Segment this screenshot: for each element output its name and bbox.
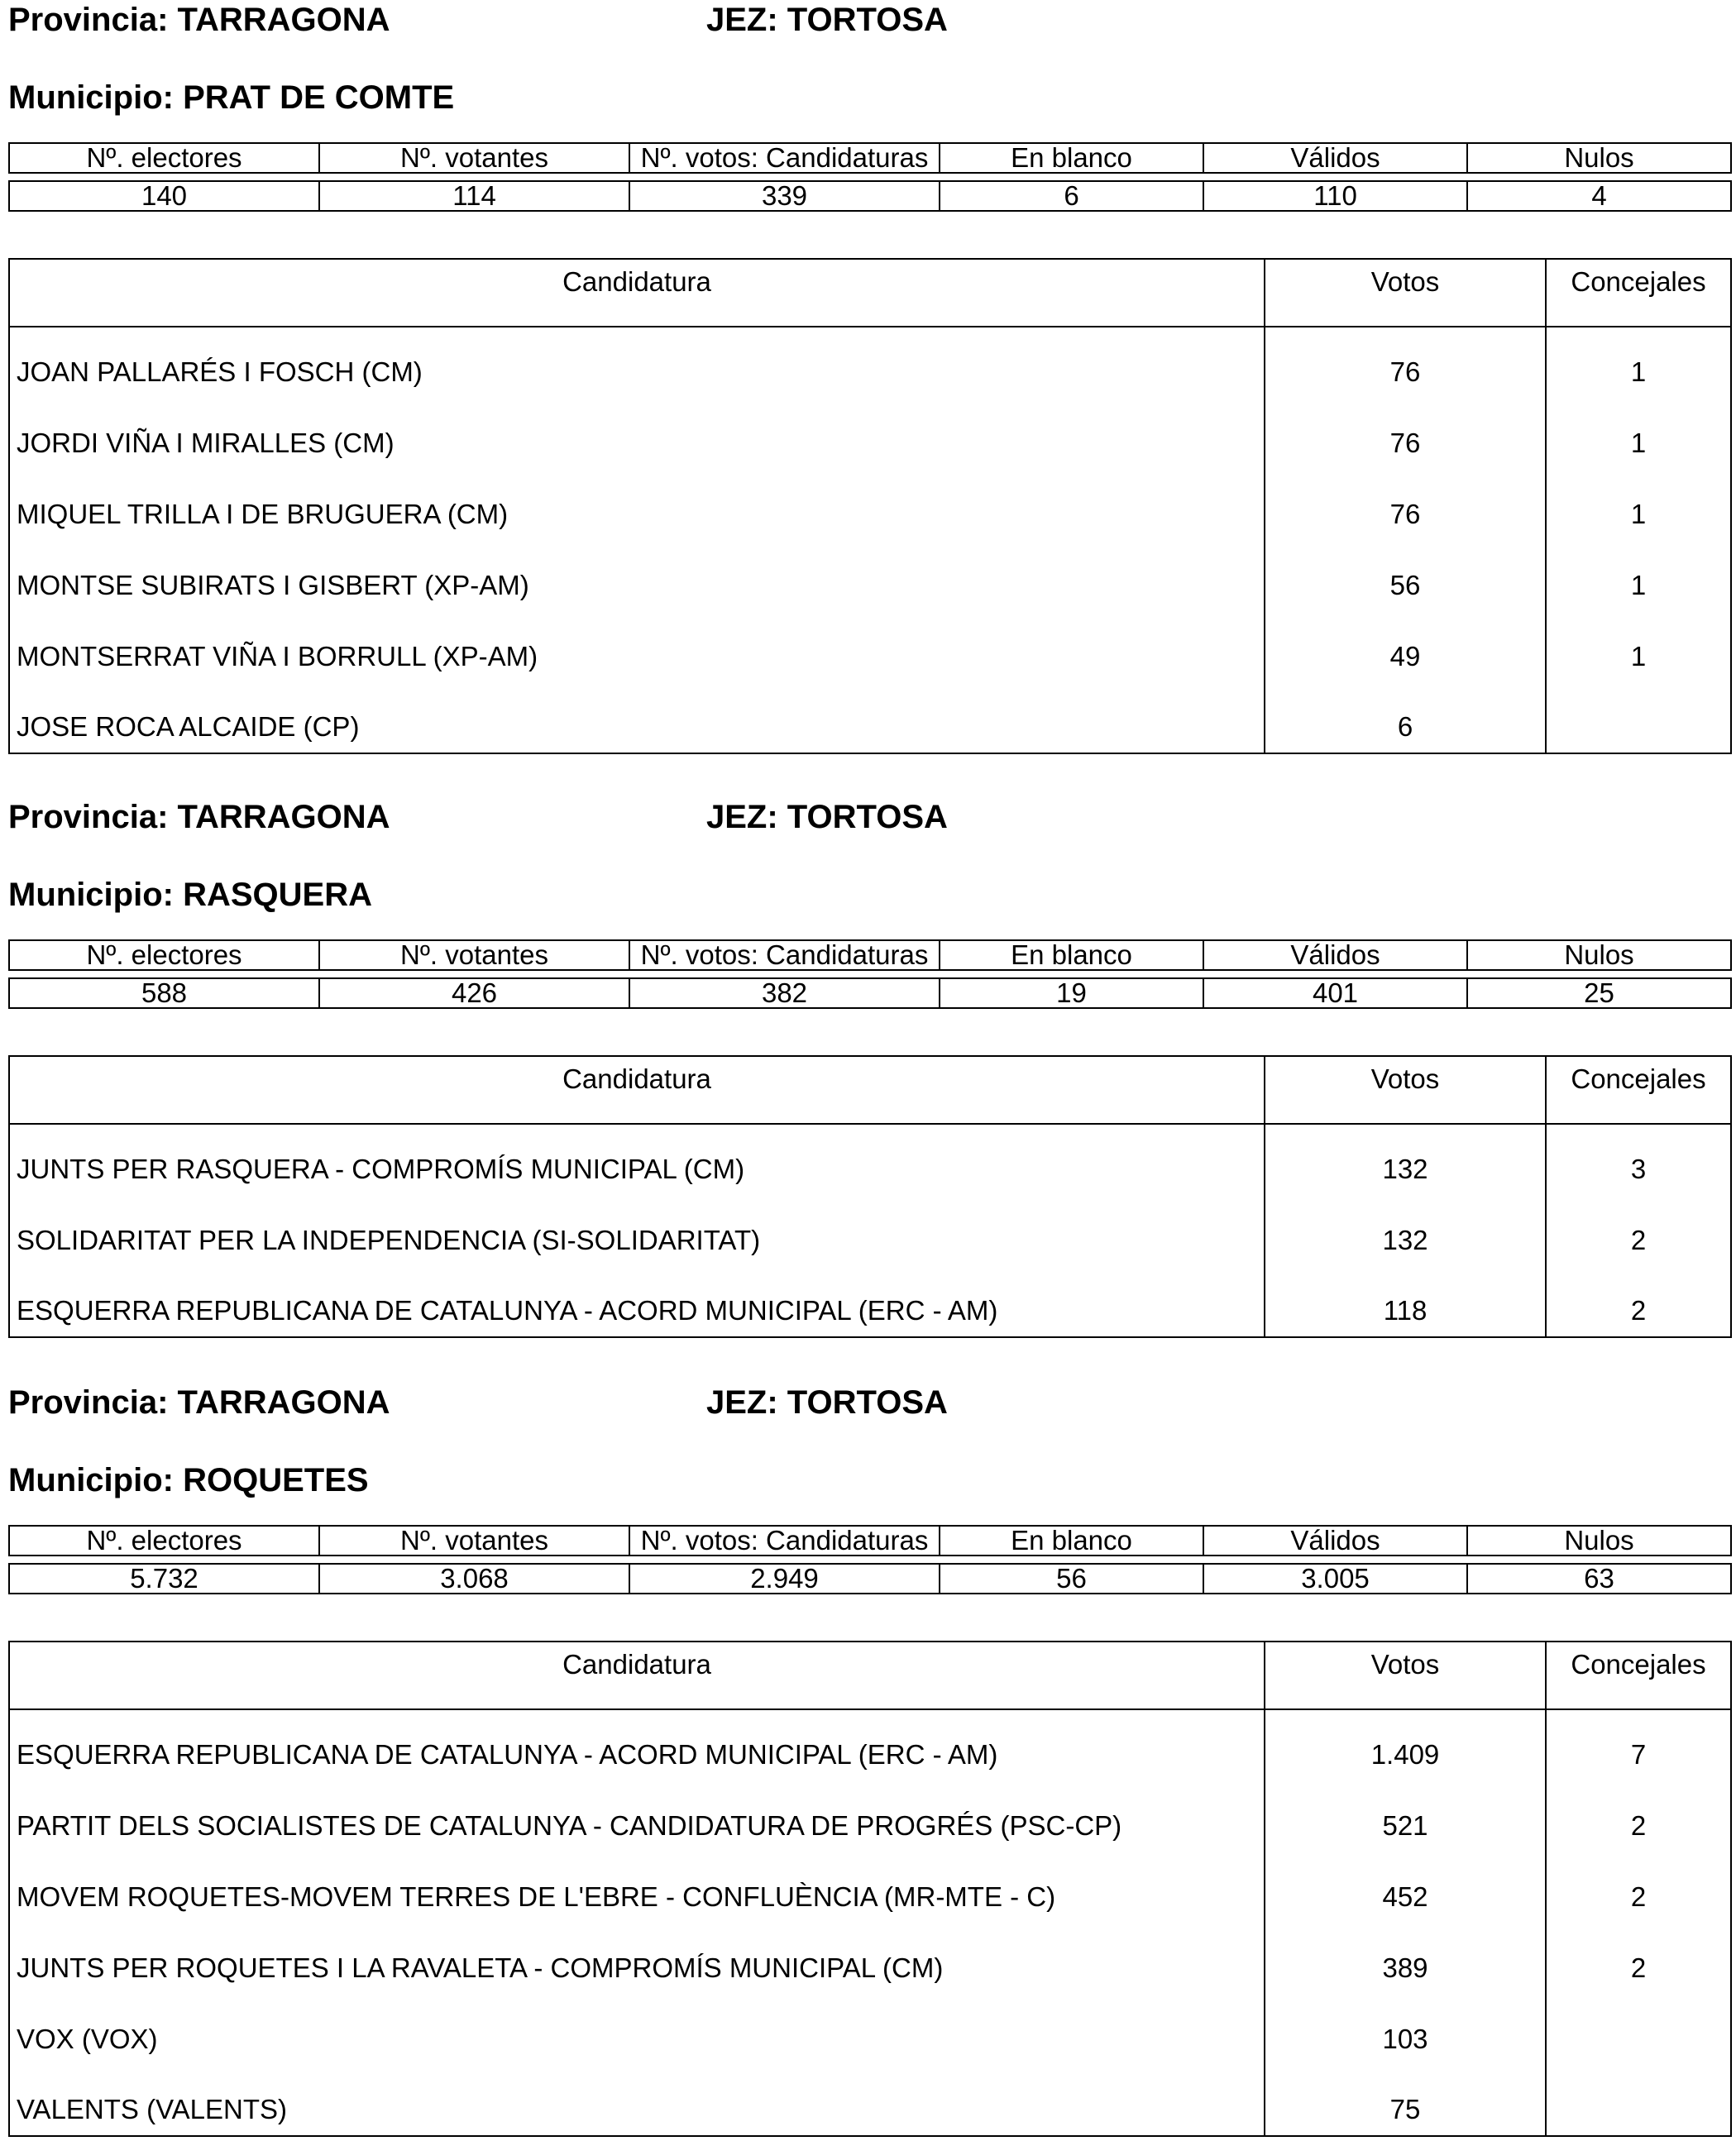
summary-table xyxy=(8,939,1732,1009)
candidate-name: JOAN PALLARÉS I FOSCH (CM) xyxy=(9,327,1265,398)
candidate-votos: 76 xyxy=(1265,327,1546,398)
summary-header-votantes: Nº. votantes xyxy=(319,940,629,970)
table-row xyxy=(9,327,1731,398)
candidate-name: VALENTS (VALENTS) xyxy=(9,2065,1265,2136)
provincia-heading: Provincia: TARRAGONA xyxy=(8,1384,390,1421)
summary-electores-value: 5.732 xyxy=(9,1564,319,1594)
candidate-concejales: 2 xyxy=(1546,1923,1731,1994)
jez-heading: JEZ: TORTOSA xyxy=(706,799,948,835)
candidate-votos: 56 xyxy=(1265,540,1546,611)
candidate-concejales: 1 xyxy=(1546,540,1731,611)
summary-value-row xyxy=(9,1564,1731,1594)
summary-header-en-blanco: En blanco xyxy=(940,143,1203,173)
candidates-header-row xyxy=(9,1642,1731,1709)
summary-table xyxy=(8,142,1732,212)
summary-en-blanco-value: 19 xyxy=(940,978,1203,1008)
candidate-name: ESQUERRA REPUBLICANA DE CATALUNYA - ACORD MUNICIPAL (ERC - AM) xyxy=(9,1709,1265,1780)
candidate-name: MONTSERRAT VIÑA I BORRULL (XP-AM) xyxy=(9,611,1265,682)
municipio-heading: Municipio: ROQUETES xyxy=(8,1462,369,1498)
candidate-votos: 75 xyxy=(1265,2065,1546,2136)
candidatura-header: Candidatura xyxy=(9,1642,1265,1709)
table-row xyxy=(9,2065,1731,2136)
summary-header-votantes: Nº. votantes xyxy=(319,143,629,173)
municipio-heading: Municipio: PRAT DE COMTE xyxy=(8,79,455,116)
provincia-heading: Provincia: TARRAGONA xyxy=(8,799,390,835)
candidate-name: JUNTS PER ROQUETES I LA RAVALETA - COMPROMÍS MUNICIPAL (CM) xyxy=(9,1923,1265,1994)
summary-header-electores: Nº. electores xyxy=(9,940,319,970)
summary-header-en-blanco: En blanco xyxy=(940,940,1203,970)
candidates-table xyxy=(8,1641,1732,2137)
table-row xyxy=(9,469,1731,540)
candidate-votos: 389 xyxy=(1265,1923,1546,1994)
candidate-votos: 132 xyxy=(1265,1124,1546,1195)
candidate-concejales xyxy=(1546,682,1731,753)
table-row xyxy=(9,1266,1731,1337)
summary-header-row xyxy=(9,143,1731,173)
candidate-concejales: 1 xyxy=(1546,398,1731,469)
summary-nulos-value: 25 xyxy=(1467,978,1731,1008)
summary-votantes-value: 114 xyxy=(319,181,629,211)
summary-header-validos: Válidos xyxy=(1203,940,1467,970)
summary-header-electores: Nº. electores xyxy=(9,1526,319,1556)
candidate-concejales: 2 xyxy=(1546,1780,1731,1852)
table-row xyxy=(9,1195,1731,1266)
summary-header-row xyxy=(9,1526,1731,1556)
table-row xyxy=(9,398,1731,469)
candidate-votos: 118 xyxy=(1265,1266,1546,1337)
summary-header-votos-candidaturas: Nº. votos: Candidaturas xyxy=(629,940,940,970)
candidate-votos: 132 xyxy=(1265,1195,1546,1266)
jez-heading: JEZ: TORTOSA xyxy=(706,2,948,38)
concejales-header: Concejales xyxy=(1546,1642,1731,1709)
candidate-name: MIQUEL TRILLA I DE BRUGUERA (CM) xyxy=(9,469,1265,540)
table-row xyxy=(9,1780,1731,1852)
summary-votos-candidaturas-value: 382 xyxy=(629,978,940,1008)
candidate-votos: 49 xyxy=(1265,611,1546,682)
summary-en-blanco-value: 56 xyxy=(940,1564,1203,1594)
votos-header: Votos xyxy=(1265,1642,1546,1709)
candidate-votos: 103 xyxy=(1265,1994,1546,2065)
summary-votos-candidaturas-value: 2.949 xyxy=(629,1564,940,1594)
table-row xyxy=(9,1124,1731,1195)
candidatura-header: Candidatura xyxy=(9,1056,1265,1124)
candidatura-header: Candidatura xyxy=(9,259,1265,327)
candidate-votos: 76 xyxy=(1265,469,1546,540)
candidate-votos: 6 xyxy=(1265,682,1546,753)
candidate-name: MONTSE SUBIRATS I GISBERT (XP-AM) xyxy=(9,540,1265,611)
provincia-heading: Provincia: TARRAGONA xyxy=(8,2,390,38)
candidate-votos: 76 xyxy=(1265,398,1546,469)
summary-gap xyxy=(9,173,1731,181)
candidate-concejales: 1 xyxy=(1546,469,1731,540)
candidate-votos: 1.409 xyxy=(1265,1709,1546,1780)
candidate-concejales: 1 xyxy=(1546,327,1731,398)
table-row xyxy=(9,682,1731,753)
summary-gap xyxy=(9,970,1731,978)
candidate-concejales: 1 xyxy=(1546,611,1731,682)
summary-nulos-value: 4 xyxy=(1467,181,1731,211)
candidate-name: PARTIT DELS SOCIALISTES DE CATALUNYA - CANDIDATURA DE PROGRÉS (PSC-CP) xyxy=(9,1780,1265,1852)
summary-validos-value: 110 xyxy=(1203,181,1467,211)
candidate-concejales xyxy=(1546,1994,1731,2065)
table-row xyxy=(9,1994,1731,2065)
summary-value-row xyxy=(9,978,1731,1008)
candidate-concejales: 2 xyxy=(1546,1266,1731,1337)
concejales-header: Concejales xyxy=(1546,1056,1731,1124)
candidate-name: VOX (VOX) xyxy=(9,1994,1265,2065)
candidate-concejales: 7 xyxy=(1546,1709,1731,1780)
table-row xyxy=(9,1709,1731,1780)
summary-en-blanco-value: 6 xyxy=(940,181,1203,211)
summary-header-electores: Nº. electores xyxy=(9,143,319,173)
summary-gap xyxy=(9,1556,1731,1564)
candidate-name: JORDI VIÑA I MIRALLES (CM) xyxy=(9,398,1265,469)
summary-header-nulos: Nulos xyxy=(1467,940,1731,970)
summary-value-row xyxy=(9,181,1731,211)
summary-table xyxy=(8,1525,1732,1594)
summary-header-nulos: Nulos xyxy=(1467,1526,1731,1556)
summary-header-row xyxy=(9,940,1731,970)
candidate-concejales: 2 xyxy=(1546,1852,1731,1923)
summary-header-validos: Válidos xyxy=(1203,1526,1467,1556)
summary-header-votos-candidaturas: Nº. votos: Candidaturas xyxy=(629,143,940,173)
summary-nulos-value: 63 xyxy=(1467,1564,1731,1594)
candidate-name: JOSE ROCA ALCAIDE (CP) xyxy=(9,682,1265,753)
municipio-heading: Municipio: RASQUERA xyxy=(8,877,372,913)
candidates-table xyxy=(8,1055,1732,1338)
summary-validos-value: 401 xyxy=(1203,978,1467,1008)
table-row xyxy=(9,540,1731,611)
table-row xyxy=(9,1923,1731,1994)
votos-header: Votos xyxy=(1265,1056,1546,1124)
summary-votantes-value: 3.068 xyxy=(319,1564,629,1594)
jez-heading: JEZ: TORTOSA xyxy=(706,1384,948,1421)
candidate-concejales: 3 xyxy=(1546,1124,1731,1195)
votos-header: Votos xyxy=(1265,259,1546,327)
summary-validos-value: 3.005 xyxy=(1203,1564,1467,1594)
summary-votantes-value: 426 xyxy=(319,978,629,1008)
candidate-name: ESQUERRA REPUBLICANA DE CATALUNYA - ACORD MUNICIPAL (ERC - AM) xyxy=(9,1266,1265,1337)
candidates-header-row xyxy=(9,259,1731,327)
summary-electores-value: 588 xyxy=(9,978,319,1008)
summary-header-votantes: Nº. votantes xyxy=(319,1526,629,1556)
summary-header-validos: Válidos xyxy=(1203,143,1467,173)
candidates-table xyxy=(8,258,1732,754)
candidate-concejales xyxy=(1546,2065,1731,2136)
candidate-name: JUNTS PER RASQUERA - COMPROMÍS MUNICIPAL (CM) xyxy=(9,1124,1265,1195)
table-row xyxy=(9,1852,1731,1923)
candidate-name: MOVEM ROQUETES-MOVEM TERRES DE L'EBRE - CONFLUÈNCIA (MR-MTE - C) xyxy=(9,1852,1265,1923)
summary-electores-value: 140 xyxy=(9,181,319,211)
concejales-header: Concejales xyxy=(1546,259,1731,327)
summary-header-en-blanco: En blanco xyxy=(940,1526,1203,1556)
candidate-votos: 452 xyxy=(1265,1852,1546,1923)
candidate-votos: 521 xyxy=(1265,1780,1546,1852)
candidate-name: SOLIDARITAT PER LA INDEPENDENCIA (SI-SOLIDARITAT) xyxy=(9,1195,1265,1266)
candidates-header-row xyxy=(9,1056,1731,1124)
summary-votos-candidaturas-value: 339 xyxy=(629,181,940,211)
summary-header-votos-candidaturas: Nº. votos: Candidaturas xyxy=(629,1526,940,1556)
candidate-concejales: 2 xyxy=(1546,1195,1731,1266)
summary-header-nulos: Nulos xyxy=(1467,143,1731,173)
table-row xyxy=(9,611,1731,682)
